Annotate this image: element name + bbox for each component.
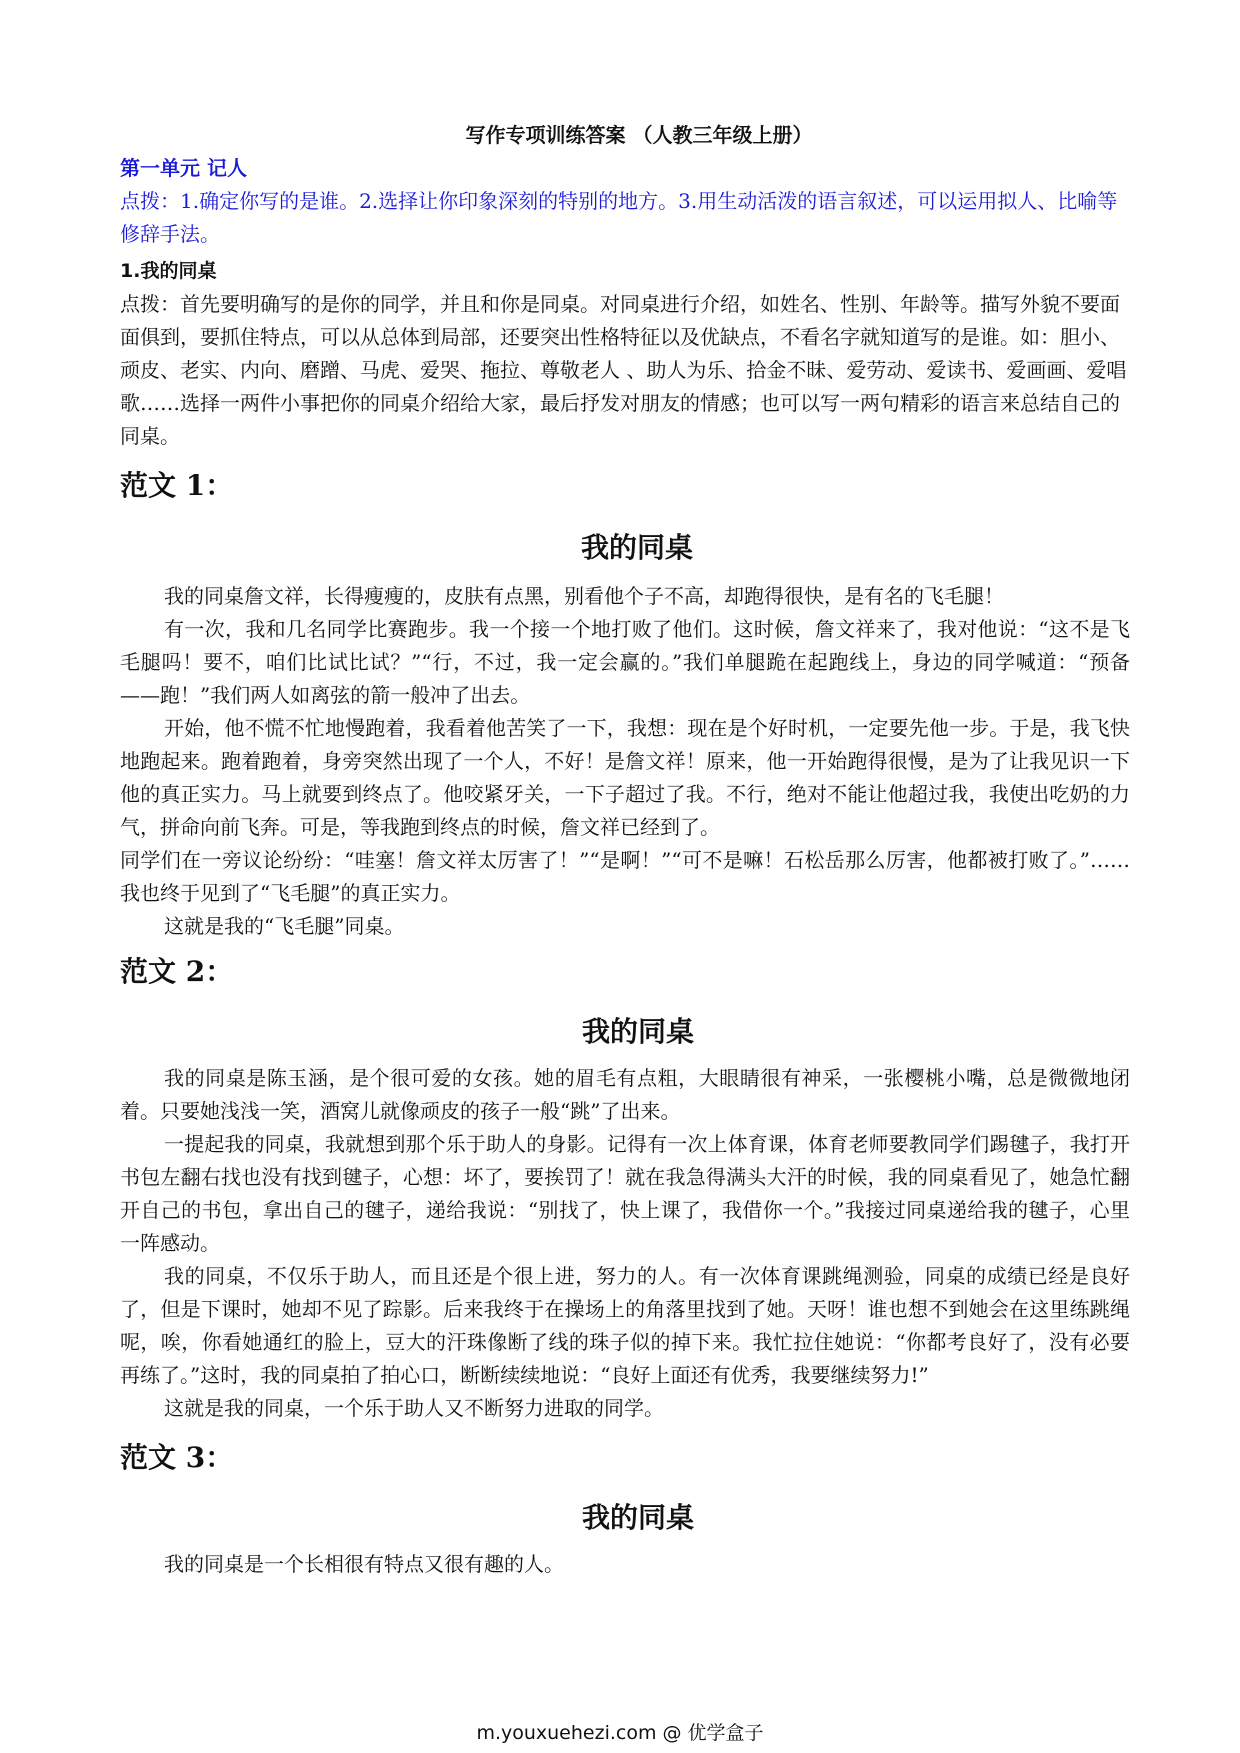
sample-1-label: 范文 1： [120, 469, 234, 502]
sample-1-paragraph-5: 这就是我的“飞毛腿”同桌。 [164, 914, 405, 938]
sample-2-paragraph-2: 一提起我的同桌，我就想到那个乐于助人的身影。记得有一次上体育课，体育老师要教同学们踢毽子，我打开书包左翻右找也没有找到毽子，心想：坏了，要挨罚了！就在我急得满头大汗的时候，我的同桌看见了，她急忙翻开自己的书包，拿出自己的毽子，递给我说：“别找了，快上课了，我借你一个。”我接过同桌递给我的毽子，心里一阵感动。 [120, 1132, 1130, 1255]
document-title: 写作专项训练答案 （人教三年级上册） [465, 123, 813, 147]
sample-2-title: 我的同桌 [581, 1015, 694, 1048]
section-tip: 点拨：首先要明确写的是你的同学，并且和你是同桌。对同桌进行介绍，如姓名、性别、年龄等。描写外貌不要面面俱到，要抓住特点，可以从总体到局部，还要突出性格特征以及优缺点，不看名字就知道写的是谁。如：胆小、顽皮、老实、内向、磨蹭、马虎、爱哭、拖拉、尊敬老人 、助人为乐、拾金不昧、爱劳动、爱读书、爱画画、爱唱歌……选择一两件小事把你的同桌介绍给大家，最后抒发对朋友的情感；也可以写一两句精彩的语言来总结自己的同桌。 [120, 292, 1127, 448]
document-content [120, 118, 1130, 1581]
sample-2-label: 范文 2： [120, 955, 234, 988]
sample-2-paragraph-1: 我的同桌是陈玉涵，是个很可爱的女孩。她的眉毛有点粗，大眼睛很有神采，一张樱桃小嘴，总是微微地闭着。只要她浅浅一笑，酒窝儿就像顽皮的孩子一般“跳”了出来。 [120, 1066, 1130, 1123]
sample-3-paragraph-1: 我的同桌是一个长相很有特点又很有趣的人。 [164, 1552, 564, 1576]
sample-1-paragraph-1: 我的同桌詹文祥，长得瘦瘦的，皮肤有点黑，别看他个子不高，却跑得很快，是有名的飞毛腿！ [164, 584, 1004, 608]
footer-watermark: m.youxuehezi.com @ 优学盒子 [476, 1722, 764, 1744]
sample-1-paragraph-2: 有一次，我和几名同学比赛跑步。我一个接一个地打败了他们。这时候，詹文祥来了，我对他说：“这不是飞毛腿吗！要不，咱们比试比试？”“行，不过，我一定会赢的。”我们单腿跪在起跑线上，身边的同学喊道：“预备——跑！”我们两人如离弦的箭一般冲了出去。 [120, 617, 1130, 707]
unit-tip: 点拨：1.确定你写的是谁。2.选择让你印象深刻的特别的地方。3.用生动活泼的语言叙述，可以运用拟人、比喻等修辞手法。 [120, 189, 1118, 246]
sample-2-paragraph-3: 我的同桌，不仅乐于助人，而且还是个很上进，努力的人。有一次体育课跳绳测验，同桌的成绩已经是良好了，但是下课时，她却不见了踪影。后来我终于在操场上的角落里找到了她。天呀！谁也想不到她会在这里练跳绳呢，唉，你看她通红的脸上，豆大的汗珠像断了线的珠子似的掉下来。我忙拉住她说：“你都考良好了，没有必要再练了。”这时，我的同桌拍了拍心口，断断续续地说：“良好上面还有优秀，我要继续努力!” [120, 1264, 1130, 1387]
sample-1-paragraph-4: 同学们在一旁议论纷纷：“哇塞！詹文祥太厉害了！”“是啊！”“可不是嘛！石松岳那么厉害，他都被打败了。”……我也终于见到了“飞毛腿”的真正实力。 [120, 848, 1130, 905]
sample-1-title: 我的同桌 [580, 531, 693, 564]
sample-3-title: 我的同桌 [581, 1501, 694, 1534]
unit-title: 第一单元 记人 [120, 156, 247, 180]
section-title: 1.我的同桌 [120, 260, 217, 282]
sample-3-label: 范文 3： [120, 1441, 234, 1474]
sample-2-paragraph-4: 这就是我的同桌，一个乐于助人又不断努力进取的同学。 [164, 1396, 664, 1420]
sample-1-paragraph-3: 开始，他不慌不忙地慢跑着，我看着他苦笑了一下，我想：现在是个好时机，一定要先他一步。于是，我飞快地跑起来。跑着跑着，身旁突然出现了一个人，不好！是詹文祥！原来，他一开始跑得很慢，是为了让我见识一下他的真正实力。马上就要到终点了。他咬紧牙关，一下子超过了我。不行，绝对不能让他超过我，我使出吃奶的力气，拼命向前飞奔。可是，等我跑到终点的时候，詹文祥已经到了。 [120, 716, 1130, 839]
